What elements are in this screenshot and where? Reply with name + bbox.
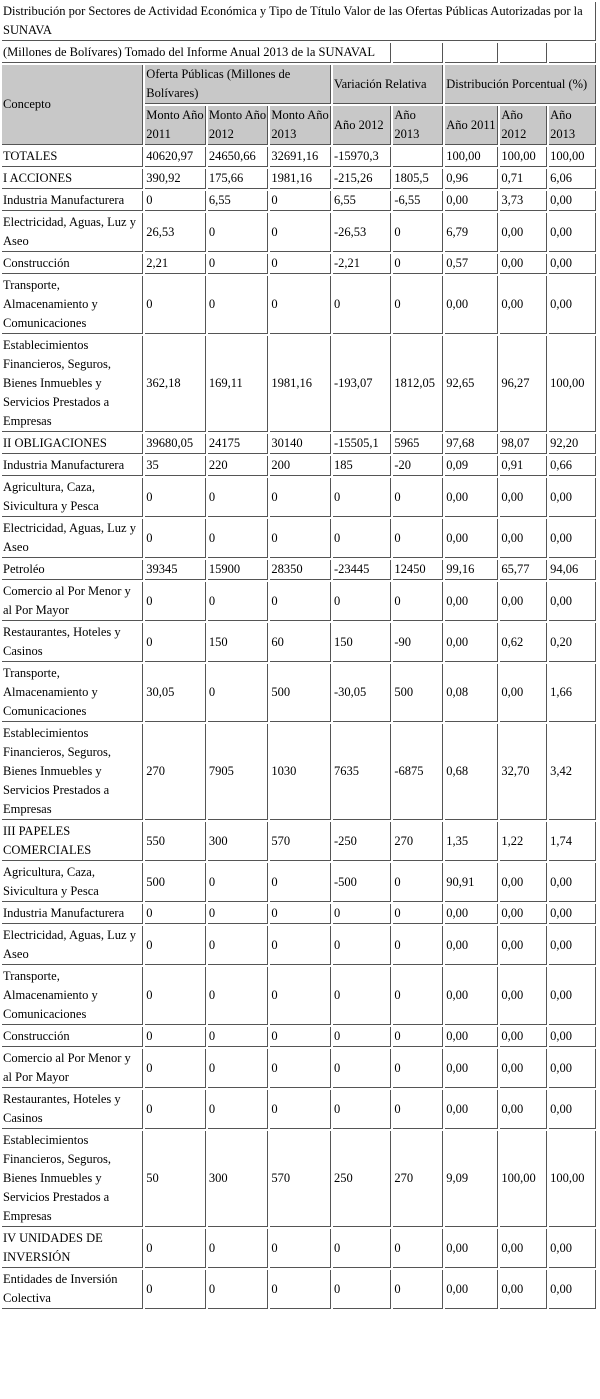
header-distribucion-2012: Año 2012 <box>500 106 547 145</box>
concepto-cell: Petroléo <box>2 560 143 580</box>
value-cell: 0 <box>333 904 391 924</box>
header-distribucion: Distribución Porcentual (%) <box>445 65 596 104</box>
value-cell: 0,00 <box>549 967 596 1025</box>
value-cell: 35 <box>145 456 206 476</box>
table-title: Distribución por Sectores de Actividad Económica y Tipo de Título Valor de las Ofertas Públicas Autorizadas por la SUNAVA <box>2 2 596 41</box>
value-cell: 0,00 <box>549 1090 596 1129</box>
concepto-cell: Establecimientos Financieros, Seguros, Bienes Inmuebles y Servicios Prestados a Empresas <box>2 724 143 820</box>
concepto-cell: Industria Manufacturera <box>2 904 143 924</box>
value-cell: 1812,05 <box>393 336 443 432</box>
value-cell: 0,00 <box>500 1049 547 1088</box>
value-cell: 0 <box>208 863 269 902</box>
value-cell: 30,05 <box>145 664 206 722</box>
value-cell: -23445 <box>333 560 391 580</box>
value-cell: 0,00 <box>549 582 596 621</box>
value-cell: 0 <box>333 1090 391 1129</box>
value-cell: 0,20 <box>549 623 596 662</box>
table-row <box>2 926 596 965</box>
value-cell: 0,00 <box>500 1027 547 1047</box>
value-cell: 0,00 <box>445 1270 498 1309</box>
value-cell: 0 <box>208 664 269 722</box>
value-cell: 0,00 <box>445 926 498 965</box>
value-cell: 200 <box>270 456 331 476</box>
table-row <box>2 1229 596 1268</box>
value-cell: 0,00 <box>549 213 596 252</box>
value-cell: 0 <box>333 926 391 965</box>
concepto-cell: Restaurantes, Hoteles y Casinos <box>2 623 143 662</box>
value-cell: 0 <box>333 582 391 621</box>
value-cell: 0,00 <box>549 1027 596 1047</box>
table-row <box>2 1027 596 1047</box>
value-cell: 0,00 <box>500 926 547 965</box>
value-cell: 0 <box>393 1229 443 1268</box>
value-cell: 0 <box>270 863 331 902</box>
concepto-cell: Restaurantes, Hoteles y Casinos <box>2 1090 143 1129</box>
value-cell: 5965 <box>393 434 443 454</box>
value-cell: 0,00 <box>549 254 596 274</box>
value-cell: -15970,3 <box>333 147 391 167</box>
value-cell: 169,11 <box>208 336 269 432</box>
value-cell: 3,42 <box>549 724 596 820</box>
value-cell: 0,00 <box>500 254 547 274</box>
value-cell: 96,27 <box>500 336 547 432</box>
header-variacion-2013: Año 2013 <box>393 106 443 145</box>
value-cell <box>393 147 443 167</box>
value-cell: 0,00 <box>445 519 498 558</box>
value-cell: 6,55 <box>208 191 269 211</box>
value-cell: 0,00 <box>549 1270 596 1309</box>
value-cell: 0 <box>270 519 331 558</box>
value-cell: 0,00 <box>500 1270 547 1309</box>
concepto-cell: Industria Manufacturera <box>2 191 143 211</box>
table-row <box>2 724 596 820</box>
value-cell: 0,00 <box>549 478 596 517</box>
value-cell: 0 <box>393 1049 443 1088</box>
value-cell: 0,00 <box>500 276 547 334</box>
value-cell: 220 <box>208 456 269 476</box>
value-cell: 0 <box>393 276 443 334</box>
header-distribucion-2011: Año 2011 <box>445 106 498 145</box>
value-cell: -250 <box>333 822 391 861</box>
value-cell: 0,00 <box>549 904 596 924</box>
value-cell: 26,53 <box>145 213 206 252</box>
value-cell: 1,35 <box>445 822 498 861</box>
value-cell: 3,73 <box>500 191 547 211</box>
empty-cell <box>500 43 547 63</box>
value-cell: 0 <box>270 478 331 517</box>
concepto-cell: Comercio al Por Menor y al Por Mayor <box>2 582 143 621</box>
value-cell: 0,00 <box>445 1229 498 1268</box>
value-cell: 250 <box>333 1131 391 1227</box>
value-cell: 0 <box>145 1090 206 1129</box>
value-cell: 0 <box>208 254 269 274</box>
value-cell: 0 <box>208 1229 269 1268</box>
value-cell: 185 <box>333 456 391 476</box>
value-cell: 0 <box>145 1270 206 1309</box>
value-cell: 0 <box>393 967 443 1025</box>
value-cell: 300 <box>208 822 269 861</box>
table-row <box>2 191 596 211</box>
value-cell: 0 <box>333 519 391 558</box>
value-cell: 0 <box>270 967 331 1025</box>
value-cell: 150 <box>333 623 391 662</box>
value-cell: 500 <box>145 863 206 902</box>
value-cell: 0 <box>208 1049 269 1088</box>
value-cell: 90,91 <box>445 863 498 902</box>
table-row <box>2 434 596 454</box>
value-cell: 0,00 <box>500 664 547 722</box>
value-cell: 100,00 <box>549 336 596 432</box>
value-cell: 12450 <box>393 560 443 580</box>
header-concepto: Concepto <box>2 65 143 145</box>
value-cell: 0 <box>270 1270 331 1309</box>
value-cell: 92,65 <box>445 336 498 432</box>
concepto-cell: Construcción <box>2 254 143 274</box>
value-cell: 30140 <box>270 434 331 454</box>
table-row <box>2 1049 596 1088</box>
value-cell: 100,00 <box>445 147 498 167</box>
table-row <box>2 560 596 580</box>
value-cell: 0,96 <box>445 169 498 189</box>
value-cell: 1030 <box>270 724 331 820</box>
concepto-cell: Transporte, Almacenamiento y Comunicaciones <box>2 664 143 722</box>
value-cell: 0 <box>145 191 206 211</box>
value-cell: 0,00 <box>445 904 498 924</box>
value-cell: 92,20 <box>549 434 596 454</box>
table-row <box>2 254 596 274</box>
value-cell: 0 <box>393 478 443 517</box>
value-cell: 500 <box>270 664 331 722</box>
value-cell: 0 <box>208 276 269 334</box>
header-monto-2011: Monto Año 2011 <box>145 106 206 145</box>
concepto-cell: Electricidad, Aguas, Luz y Aseo <box>2 213 143 252</box>
table-row <box>2 967 596 1025</box>
table-body <box>2 2 596 1309</box>
value-cell: 0 <box>270 191 331 211</box>
concepto-cell: Comercio al Por Menor y al Por Mayor <box>2 1049 143 1088</box>
value-cell: 0,00 <box>445 478 498 517</box>
table-row <box>2 478 596 517</box>
value-cell: 0 <box>393 213 443 252</box>
value-cell: 570 <box>270 822 331 861</box>
header-oferta: Oferta Públicas (Millones de Bolívares) <box>145 65 331 104</box>
value-cell: 0,00 <box>445 1049 498 1088</box>
value-cell: 1981,16 <box>270 169 331 189</box>
value-cell: 32691,16 <box>270 147 331 167</box>
value-cell: 100,00 <box>500 147 547 167</box>
value-cell: 0 <box>393 1090 443 1129</box>
table-row <box>2 664 596 722</box>
value-cell: -193,07 <box>333 336 391 432</box>
value-cell: 0,00 <box>500 1090 547 1129</box>
value-cell: 9,09 <box>445 1131 498 1227</box>
value-cell: 390,92 <box>145 169 206 189</box>
concepto-cell: Construcción <box>2 1027 143 1047</box>
value-cell: 0 <box>145 582 206 621</box>
value-cell: 0,00 <box>500 904 547 924</box>
value-cell: 32,70 <box>500 724 547 820</box>
concepto-cell: Electricidad, Aguas, Luz y Aseo <box>2 926 143 965</box>
value-cell: 1981,16 <box>270 336 331 432</box>
value-cell: 0,00 <box>549 276 596 334</box>
value-cell: 300 <box>208 1131 269 1227</box>
value-cell: 0 <box>145 1229 206 1268</box>
value-cell: 0 <box>145 1027 206 1047</box>
header-monto-2013: Monto Año 2013 <box>270 106 331 145</box>
value-cell: 0,00 <box>445 623 498 662</box>
table-subtitle: (Millones de Bolívares) Tomado del Informe Anual 2013 de la SUNAVAL <box>2 43 391 63</box>
value-cell: 97,68 <box>445 434 498 454</box>
value-cell: 0 <box>270 582 331 621</box>
value-cell: 500 <box>393 664 443 722</box>
concepto-cell: Transporte, Almacenamiento y Comunicaciones <box>2 276 143 334</box>
value-cell: 100,00 <box>500 1131 547 1227</box>
value-cell: 0,66 <box>549 456 596 476</box>
value-cell: 175,66 <box>208 169 269 189</box>
value-cell: 1805,5 <box>393 169 443 189</box>
value-cell: -500 <box>333 863 391 902</box>
empty-cell <box>393 43 443 63</box>
value-cell: 0 <box>393 1027 443 1047</box>
value-cell: 0 <box>270 926 331 965</box>
value-cell: 100,00 <box>549 147 596 167</box>
value-cell: 0 <box>145 478 206 517</box>
concepto-cell: I ACCIONES <box>2 169 143 189</box>
value-cell: 0,00 <box>549 926 596 965</box>
table-row <box>2 276 596 334</box>
value-cell: 0 <box>393 926 443 965</box>
value-cell: 0 <box>393 254 443 274</box>
header-monto-2012: Monto Año 2012 <box>208 106 269 145</box>
title-row <box>2 2 596 41</box>
concepto-cell: Agricultura, Caza, Sivicultura y Pesca <box>2 478 143 517</box>
value-cell: 0,00 <box>445 582 498 621</box>
value-cell: 0 <box>208 926 269 965</box>
value-cell: 0 <box>333 1049 391 1088</box>
table-row <box>2 582 596 621</box>
header-variacion-2012: Año 2012 <box>333 106 391 145</box>
table-row <box>2 1270 596 1309</box>
value-cell: -20 <box>393 456 443 476</box>
subtitle-row <box>2 43 596 63</box>
value-cell: 570 <box>270 1131 331 1227</box>
value-cell: 0 <box>145 926 206 965</box>
value-cell: 7905 <box>208 724 269 820</box>
value-cell: -15505,1 <box>333 434 391 454</box>
value-cell: 0 <box>393 863 443 902</box>
value-cell: 0,00 <box>500 582 547 621</box>
value-cell: 0 <box>333 1229 391 1268</box>
value-cell: 270 <box>393 822 443 861</box>
value-cell: 0,00 <box>549 191 596 211</box>
value-cell: 0 <box>393 582 443 621</box>
value-cell: 0 <box>270 1229 331 1268</box>
value-cell: -26,53 <box>333 213 391 252</box>
value-cell: 7635 <box>333 724 391 820</box>
concepto-cell: Establecimientos Financieros, Seguros, Bienes Inmuebles y Servicios Prestados a Empresas <box>2 336 143 432</box>
value-cell: 0,00 <box>500 1229 547 1268</box>
value-cell: 98,07 <box>500 434 547 454</box>
value-cell: 94,06 <box>549 560 596 580</box>
value-cell: 15900 <box>208 560 269 580</box>
value-cell: 40620,97 <box>145 147 206 167</box>
concepto-cell: TOTALES <box>2 147 143 167</box>
value-cell: 1,66 <box>549 664 596 722</box>
value-cell: 0,71 <box>500 169 547 189</box>
value-cell: -2,21 <box>333 254 391 274</box>
value-cell: 28350 <box>270 560 331 580</box>
value-cell: -30,05 <box>333 664 391 722</box>
value-cell: 0 <box>333 276 391 334</box>
header-group-row <box>2 65 596 104</box>
header-variacion: Variación Relativa <box>333 65 443 104</box>
value-cell: 0 <box>333 1270 391 1309</box>
table-row <box>2 519 596 558</box>
value-cell: 60 <box>270 623 331 662</box>
value-cell: 362,18 <box>145 336 206 432</box>
value-cell: 0 <box>208 213 269 252</box>
concepto-cell: Industria Manufacturera <box>2 456 143 476</box>
value-cell: 0 <box>333 967 391 1025</box>
value-cell: 0 <box>145 623 206 662</box>
value-cell: 0,00 <box>500 519 547 558</box>
value-cell: 0 <box>393 1270 443 1309</box>
concepto-cell: II OBLIGACIONES <box>2 434 143 454</box>
table-row <box>2 1090 596 1129</box>
table-row <box>2 1131 596 1227</box>
value-cell: 0 <box>270 1090 331 1129</box>
value-cell: -6,55 <box>393 191 443 211</box>
value-cell: 0 <box>145 1049 206 1088</box>
value-cell: 50 <box>145 1131 206 1227</box>
concepto-cell: Entidades de Inversión Colectiva <box>2 1270 143 1309</box>
concepto-cell: Electricidad, Aguas, Luz y Aseo <box>2 519 143 558</box>
value-cell: 6,55 <box>333 191 391 211</box>
value-cell: 0 <box>270 904 331 924</box>
table-row <box>2 863 596 902</box>
value-cell: 0,57 <box>445 254 498 274</box>
value-cell: 6,79 <box>445 213 498 252</box>
value-cell: 6,06 <box>549 169 596 189</box>
value-cell: 0 <box>145 519 206 558</box>
concepto-cell: Establecimientos Financieros, Seguros, Bienes Inmuebles y Servicios Prestados a Empresas <box>2 1131 143 1227</box>
value-cell: 0,00 <box>445 1027 498 1047</box>
value-cell: 0,91 <box>500 456 547 476</box>
concepto-cell: Agricultura, Caza, Sivicultura y Pesca <box>2 863 143 902</box>
value-cell: 1,74 <box>549 822 596 861</box>
empty-cell <box>549 43 596 63</box>
value-cell: 65,77 <box>500 560 547 580</box>
table-row <box>2 336 596 432</box>
table-row <box>2 822 596 861</box>
value-cell: 0,62 <box>500 623 547 662</box>
value-cell: 0 <box>393 904 443 924</box>
value-cell: 39345 <box>145 560 206 580</box>
table-row <box>2 213 596 252</box>
value-cell: 0,68 <box>445 724 498 820</box>
value-cell: 0 <box>208 519 269 558</box>
value-cell: 0,00 <box>445 191 498 211</box>
value-cell: 0,00 <box>445 967 498 1025</box>
value-cell: 0 <box>270 1027 331 1047</box>
value-cell: 0,08 <box>445 664 498 722</box>
value-cell: 0 <box>270 213 331 252</box>
value-cell: 0 <box>208 1027 269 1047</box>
value-cell: 0 <box>208 967 269 1025</box>
table-row <box>2 456 596 476</box>
value-cell: 0 <box>270 1049 331 1088</box>
table-row <box>2 904 596 924</box>
table-row <box>2 623 596 662</box>
header-distribucion-2013: Año 2013 <box>549 106 596 145</box>
value-cell: 0 <box>145 904 206 924</box>
value-cell: 0,00 <box>500 967 547 1025</box>
value-cell: 150 <box>208 623 269 662</box>
value-cell: 0 <box>333 478 391 517</box>
value-cell: 24175 <box>208 434 269 454</box>
table-row <box>2 169 596 189</box>
value-cell: 0,09 <box>445 456 498 476</box>
value-cell: 24650,66 <box>208 147 269 167</box>
concepto-cell: III PAPELES COMERCIALES <box>2 822 143 861</box>
concepto-cell: IV UNIDADES DE INVERSIÓN <box>2 1229 143 1268</box>
value-cell: 0,00 <box>549 1049 596 1088</box>
value-cell: 99,16 <box>445 560 498 580</box>
value-cell: 100,00 <box>549 1131 596 1227</box>
value-cell: 0 <box>145 967 206 1025</box>
value-cell: 0,00 <box>445 1090 498 1129</box>
value-cell: 0,00 <box>500 863 547 902</box>
value-cell: 0,00 <box>549 1229 596 1268</box>
value-cell: 0,00 <box>549 863 596 902</box>
value-cell: 0 <box>270 276 331 334</box>
value-cell: 270 <box>393 1131 443 1227</box>
value-cell: 0 <box>270 254 331 274</box>
value-cell: -215,26 <box>333 169 391 189</box>
value-cell: 550 <box>145 822 206 861</box>
value-cell: 0 <box>208 1270 269 1309</box>
value-cell: 0 <box>145 276 206 334</box>
value-cell: -90 <box>393 623 443 662</box>
value-cell: 0 <box>208 582 269 621</box>
table-row <box>2 147 596 167</box>
value-cell: 0,00 <box>549 519 596 558</box>
value-cell: 0 <box>208 478 269 517</box>
value-cell: 0 <box>393 519 443 558</box>
value-cell: -6875 <box>393 724 443 820</box>
value-cell: 0,00 <box>445 276 498 334</box>
value-cell: 0 <box>208 1090 269 1129</box>
value-cell: 0,00 <box>500 213 547 252</box>
concepto-cell: Transporte, Almacenamiento y Comunicaciones <box>2 967 143 1025</box>
value-cell: 0 <box>333 1027 391 1047</box>
value-cell: 0,00 <box>500 478 547 517</box>
empty-cell <box>445 43 498 63</box>
value-cell: 1,22 <box>500 822 547 861</box>
value-cell: 2,21 <box>145 254 206 274</box>
value-cell: 0 <box>208 904 269 924</box>
value-cell: 270 <box>145 724 206 820</box>
value-cell: 39680,05 <box>145 434 206 454</box>
